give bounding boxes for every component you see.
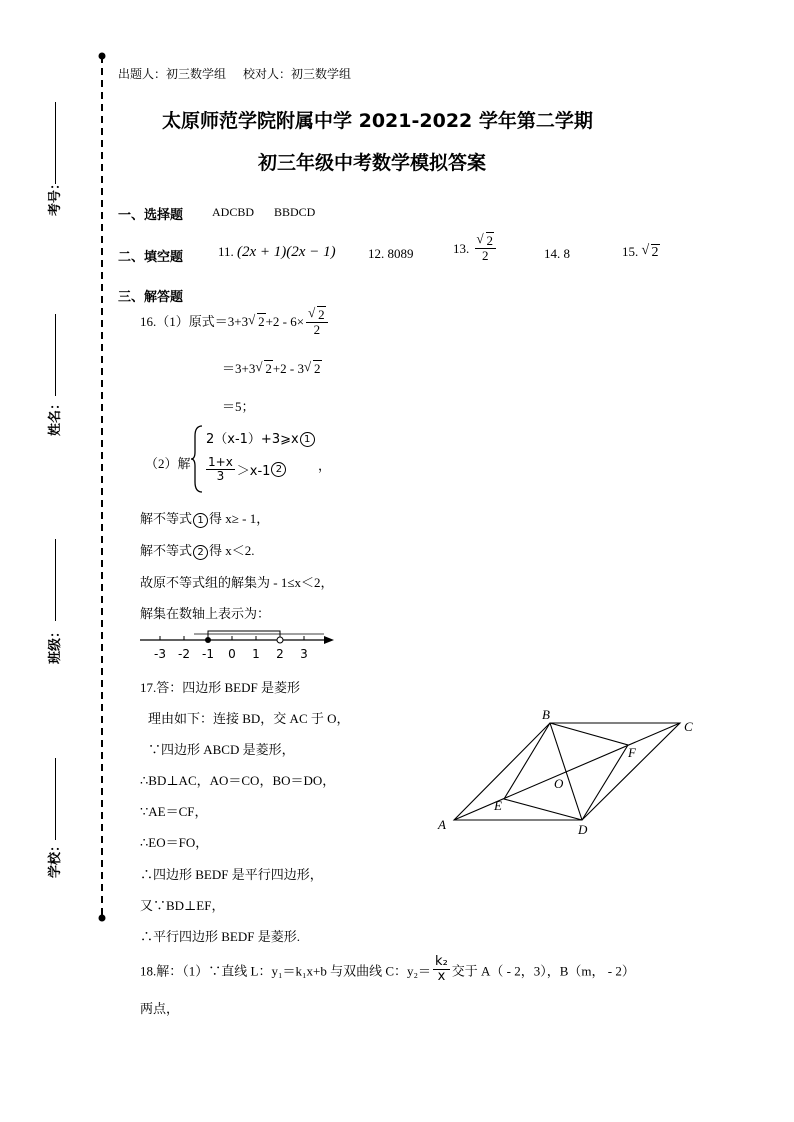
label-e: E	[494, 798, 502, 813]
label-o: O	[554, 776, 564, 791]
number-line-arrow	[324, 636, 334, 644]
tick-label: 0	[228, 647, 236, 661]
q18-frac-den: x	[437, 969, 446, 985]
section1-answers-2: BBDCD	[274, 205, 316, 219]
title-line1: 太原师范学院附属中学 2021-2022 学年第二学期	[162, 110, 593, 132]
solution-bracket	[208, 631, 280, 640]
rhombus-figure	[430, 705, 700, 845]
q16-part1-line3: ＝5；	[222, 399, 255, 414]
number-line	[138, 625, 338, 665]
system-line2	[204, 456, 287, 483]
circled-2-ref: 2	[193, 545, 208, 560]
q16-step1-b: 得 x≥ - 1，	[209, 511, 270, 526]
circled-2: 2	[271, 462, 286, 477]
q12-answer: 12. 8089	[368, 246, 414, 261]
system-line2-den: 3	[216, 469, 225, 484]
q16-p1-frac-num: 2	[318, 307, 325, 322]
q16-step2-b: 得 x＜2.	[209, 543, 255, 558]
tick-label: 3	[300, 647, 308, 661]
q13-fraction	[475, 234, 497, 264]
q16-p1-mid: +2 - 6×	[265, 313, 305, 329]
q17-line5: ∵AE＝CF，	[140, 804, 208, 819]
q16-step2-a: 解不等式	[140, 543, 193, 558]
system-line2-rest: ＞x-1	[236, 464, 271, 480]
class-label: 班级：	[48, 624, 63, 664]
label-f: F	[628, 745, 636, 760]
q11-expression: (2x + 1)(2x − 1)	[237, 244, 336, 260]
q17-line7: ∴四边形 BEDF 是平行四边形，	[140, 867, 323, 882]
q13-denominator: 2	[482, 248, 489, 264]
q16-step1-a: 解不等式	[140, 511, 193, 526]
q17-line3: ∵四边形 ABCD 是菱形，	[148, 742, 295, 757]
label-b: B	[542, 707, 550, 722]
tick-label: -1	[202, 647, 214, 661]
system-line2-fraction	[206, 456, 235, 483]
diagonal-ac	[454, 723, 680, 820]
q16-part1-line1	[140, 308, 330, 338]
checker-text: 校对人：初三数学组	[243, 67, 352, 81]
title-line2: 初三年级中考数学模拟答案	[258, 152, 487, 174]
q16-step3: 故原不等式组的解集为 - 1≤x＜2，	[140, 575, 334, 590]
system-line1-text: 2（x-1）+3⩾x	[206, 432, 299, 447]
system-line2-num: 1+x	[208, 455, 233, 469]
q15-radicand: 2	[651, 245, 659, 260]
q16-step2	[140, 540, 255, 560]
circled-1: 1	[300, 432, 315, 447]
binding-line	[96, 50, 108, 925]
q18-line1-a: 18.解：（1）∵直线 L：y₁＝k₁x+b 与双曲线 C：y₂＝	[140, 963, 432, 979]
q17-line9: ∴平行四边形 BEDF 是菱形.	[140, 929, 300, 944]
tick-label: 2	[276, 647, 284, 661]
q17-line1: 17.答：四边形 BEDF 是菱形	[140, 680, 300, 695]
q16-p1-frac-den: 2	[313, 322, 321, 338]
q18-fraction	[433, 955, 450, 985]
q16-l2-radicand-2: 2	[314, 361, 321, 376]
class-line	[55, 539, 56, 621]
section1-label: 一、选择题	[118, 208, 184, 223]
system-line1	[206, 428, 316, 447]
system-comma: ，	[318, 458, 332, 473]
author-text: 出题人：初三数学组	[118, 67, 227, 81]
section2-label: 二、填空题	[118, 250, 184, 265]
q11-number: 11.	[218, 244, 234, 259]
q16-part2-prefix: （2）解	[145, 456, 191, 471]
school-label: 学校：	[48, 838, 63, 878]
exam-no-line	[55, 102, 56, 184]
q16-p1-fraction	[306, 308, 328, 338]
q18-line1-b: 交于 A（ - 2，3），B（m， - 2）	[451, 963, 635, 979]
q16-p1-prefix: 16.（1）原式＝3+3	[140, 313, 249, 329]
tick-label: -3	[154, 647, 166, 661]
q18-line2: 两点，	[140, 1001, 180, 1016]
q17-line6: ∴EO＝FO，	[140, 835, 209, 850]
q17-line4: ∴BD⊥AC，AO＝CO，BO＝DO，	[140, 773, 336, 788]
closed-endpoint	[205, 637, 211, 643]
exam-no-label: 考号：	[48, 176, 63, 216]
q16-part1-line2	[222, 358, 322, 377]
tick-label: 1	[252, 647, 260, 661]
name-label: 姓名：	[48, 396, 63, 436]
q16-step4: 解集在数轴上表示为：	[140, 606, 271, 621]
system-brace	[190, 424, 204, 494]
q13-radicand: 2	[486, 233, 493, 248]
q18-frac-num: k₂	[435, 954, 448, 969]
name-line	[55, 314, 56, 396]
q15-answer	[622, 244, 660, 261]
q13-number: 13.	[453, 240, 470, 256]
section1-answers-1: ADCBD	[212, 205, 255, 219]
diagonal-bd	[550, 723, 582, 820]
q17-line2: 理由如下：连接 BD，交 AC 于 O，	[148, 711, 350, 726]
q16-l2-mid: +2 - 3	[272, 361, 305, 376]
q14-answer: 14. 8	[544, 246, 570, 261]
school-line	[55, 758, 56, 840]
q18-line1	[140, 955, 635, 985]
q13-answer	[453, 234, 498, 264]
q16-l2-radicand-1: 2	[265, 361, 272, 376]
label-d: D	[578, 822, 588, 837]
q17-line8: 又∵BD⊥EF，	[140, 898, 225, 913]
q15-number: 15.	[622, 244, 639, 259]
q11-answer	[218, 244, 336, 261]
section3-label: 三、解答题	[118, 290, 184, 305]
circled-1-ref: 1	[193, 513, 208, 528]
label-a: A	[438, 817, 446, 832]
q16-l2-prefix: ＝3+3	[222, 361, 256, 376]
q16-p1-radicand: 2	[258, 313, 265, 329]
label-c: C	[684, 719, 693, 734]
tick-label: -2	[178, 647, 190, 661]
open-endpoint	[277, 637, 283, 643]
q16-step1	[140, 508, 269, 528]
